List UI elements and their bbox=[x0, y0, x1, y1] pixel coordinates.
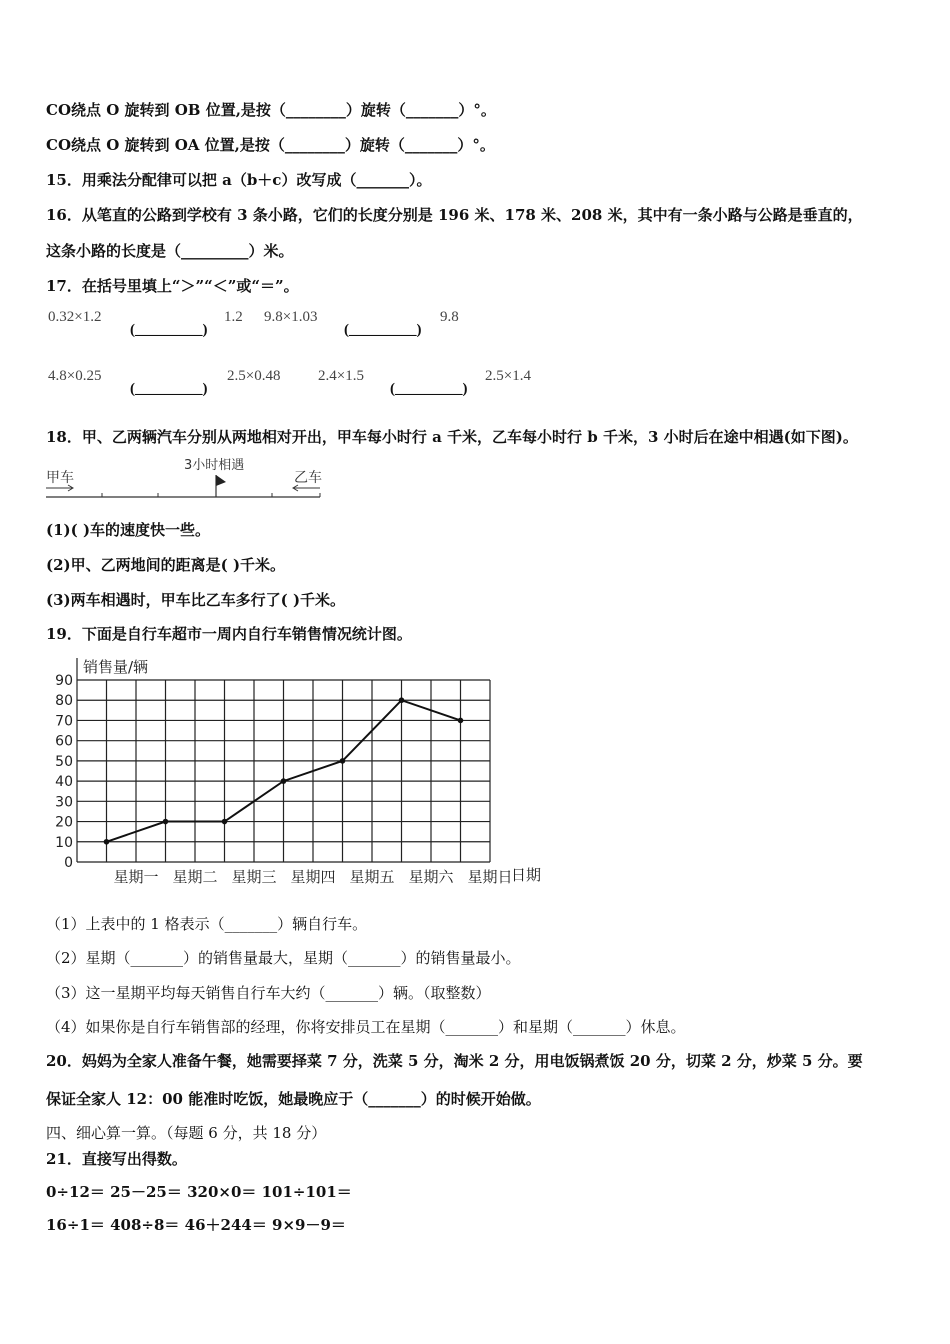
diagram-right-label: 乙车 bbox=[294, 470, 322, 486]
x-category-label: 星期日 bbox=[467, 868, 513, 886]
compare-r2b-left: 2.4×1.5 bbox=[318, 368, 364, 384]
question-20-line2: 保证全家人 12：00 能准时吃饭，她最晚应于（_______）的时候开始做。 bbox=[46, 1090, 541, 1108]
data-point bbox=[163, 819, 169, 825]
x-category-label: 星期四 bbox=[290, 868, 336, 886]
y-tick-label: 70 bbox=[55, 713, 73, 730]
compare-r2a-blank[interactable]: (_________) bbox=[130, 381, 208, 397]
compare-r2a-left: 4.8×0.25 bbox=[48, 368, 102, 384]
question-17: 17．在括号里填上“＞”“＜”或“＝”。 bbox=[46, 277, 299, 295]
q14-line-ob: CO绕点 O 旋转到 OB 位置,是按（________）旋转（_______）°。 bbox=[46, 101, 496, 119]
calc-row-1: 0÷12＝ 25－25＝ 320×0＝ 101÷101＝ bbox=[46, 1183, 352, 1201]
data-point bbox=[281, 778, 287, 784]
question-19-3: （3）这一星期平均每天销售自行车大约（_______）辆。（取整数） bbox=[46, 984, 491, 1002]
question-18-1: (1)( )车的速度快一些。 bbox=[46, 521, 211, 539]
diagram-left-label: 甲车 bbox=[46, 470, 74, 486]
compare-r1a-left: 0.32×1.2 bbox=[48, 309, 102, 325]
data-point bbox=[458, 718, 464, 724]
x-category-label: 星期三 bbox=[231, 868, 277, 886]
x-category-label: 星期六 bbox=[408, 868, 454, 886]
question-18-2: (2)甲、乙两地间的距离是( )千米。 bbox=[46, 556, 286, 574]
question-16-line1: 16．从笔直的公路到学校有 3 条小路，它们的长度分别是 196 米、178 米、208 米，其中有一条小路与公路是垂直的， bbox=[46, 206, 863, 224]
y-tick-label: 80 bbox=[55, 693, 73, 710]
y-tick-label: 60 bbox=[55, 733, 73, 750]
y-tick-label: 90 bbox=[55, 673, 73, 689]
compare-r1a-right: 1.2 bbox=[224, 309, 243, 325]
section-4-heading: 四、细心算一算。（每题 6 分，共 18 分） bbox=[46, 1124, 327, 1142]
data-point bbox=[340, 758, 346, 764]
data-point bbox=[399, 697, 405, 703]
x-category-label: 星期二 bbox=[172, 868, 218, 886]
data-point bbox=[222, 819, 228, 825]
question-19-2: （2）星期（_______）的销售量最大，星期（_______）的销售量最小。 bbox=[46, 949, 521, 967]
y-tick-label: 40 bbox=[55, 774, 73, 791]
y-tick-label: 20 bbox=[55, 814, 73, 831]
compare-r1b-blank[interactable]: (_________) bbox=[344, 322, 422, 338]
bicycle-sales-chart bbox=[40, 650, 570, 890]
compare-r2b-right: 2.5×1.4 bbox=[485, 368, 531, 384]
y-tick-label: 0 bbox=[64, 855, 73, 871]
y-tick-label: 30 bbox=[55, 794, 73, 811]
x-category-label: 星期一 bbox=[113, 868, 159, 886]
question-20-line1: 20．妈妈为全家人准备午餐，她需要择菜 7 分，洗菜 5 分，淘米 2 分，用电饭锅煮饭 20 分，切菜 2 分，炒菜 5 分。要 bbox=[46, 1052, 863, 1070]
question-19-1: （1）上表中的 1 格表示（_______）辆自行车。 bbox=[46, 915, 368, 933]
compare-r1b-right: 9.8 bbox=[440, 309, 459, 325]
question-19-4: （4）如果你是自行车销售部的经理，你将安排员工在星期（_______）和星期（_______）休息。 bbox=[46, 1018, 686, 1036]
calc-row-2: 16÷1＝ 408÷8＝ 46＋244＝ 9×9－9＝ bbox=[46, 1216, 346, 1234]
y-tick-label: 10 bbox=[55, 834, 73, 851]
q14-line-oa: CO绕点 O 旋转到 OA 位置,是按（________）旋转（_______）°。 bbox=[46, 136, 495, 154]
diagram-meet-label: 3小时相遇 bbox=[184, 458, 245, 473]
y-tick-label: 50 bbox=[55, 753, 73, 770]
x-axis-label: 日期 bbox=[510, 866, 542, 884]
question-16-line2: 这条小路的长度是（_________）米。 bbox=[46, 242, 294, 260]
compare-r2b-blank[interactable]: (_________) bbox=[390, 381, 468, 397]
question-19: 19．下面是自行车超市一周内自行车销售情况统计图。 bbox=[46, 625, 412, 643]
compare-r2a-right: 2.5×0.48 bbox=[227, 368, 281, 384]
compare-r1a-blank[interactable]: (_________) bbox=[130, 322, 208, 338]
x-category-label: 星期五 bbox=[349, 868, 395, 886]
y-axis-label: 销售量/辆 bbox=[83, 658, 149, 676]
question-15: 15．用乘法分配律可以把 a（b＋c）改写成（_______）。 bbox=[46, 171, 432, 189]
question-18-3: (3)两车相遇时，甲车比乙车多行了( )千米。 bbox=[46, 591, 346, 609]
meeting-flag-icon bbox=[216, 475, 226, 486]
question-18: 18．甲、乙两辆汽车分别从两地相对开出，甲车每小时行 a 千米，乙车每小时行 b 千米，3 小时后在途中相遇(如下图)。 bbox=[46, 428, 858, 446]
meeting-diagram bbox=[44, 455, 334, 505]
question-21: 21．直接写出得数。 bbox=[46, 1150, 187, 1168]
data-point bbox=[104, 839, 110, 845]
compare-r1b-left: 9.8×1.03 bbox=[264, 309, 318, 325]
